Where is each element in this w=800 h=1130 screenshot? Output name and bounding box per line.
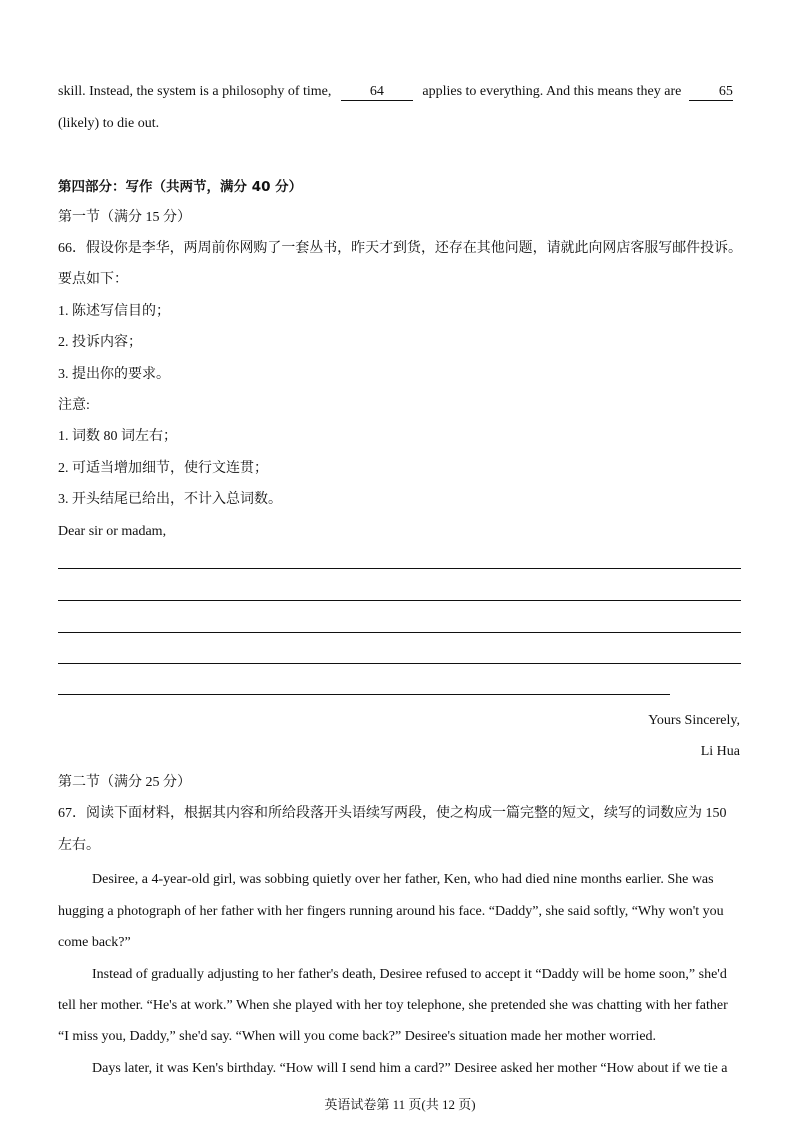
page-footer: 英语试卷第 11 页(共 12 页)	[324, 1097, 476, 1112]
passage-line: tell her mother. “He's at work.” When she played with her toy telephone, she pretended she was chatting with her father	[58, 998, 728, 1013]
letter-signature: Li Hua	[700, 744, 740, 759]
passage-line: “I miss you, Daddy,” she'd say. “When will you come back?” Desiree's situation made her mother worried.	[58, 1029, 657, 1044]
section-one-title: 第一节（满分 15 分）	[58, 210, 191, 225]
part-four-title: 第四部分：写作（共两节，满分 40 分）	[58, 179, 303, 195]
blank-65: 65	[689, 84, 733, 101]
answer-line[interactable]	[58, 632, 741, 633]
notes-label: 注意:	[58, 398, 90, 413]
passage-line: Desiree, a 4-year-old girl, was sobbing quietly over her father, Ken, who had died nine months earlier. She was	[92, 872, 714, 887]
passage-line: Instead of gradually adjusting to her father's death, Desiree refused to accept it “Daddy will be home soon,” she'd	[92, 967, 727, 982]
section-two-title: 第二节（满分 25 分）	[58, 775, 191, 790]
note-item: 2. 可适当增加细节，使行文连贯；	[58, 461, 268, 476]
point-item: 2. 投诉内容；	[58, 335, 142, 350]
top-text-a: skill. Instead, the system is a philosophy of time,	[58, 84, 332, 99]
note-item: 3. 开头结尾已给出，不计入总词数。	[58, 492, 282, 507]
question-66: 66．假设你是李华，两周前你网购了一套丛书，昨天才到货，还存在其他问题，请就此向网店客服写邮件投诉。	[58, 241, 743, 256]
passage-line: hugging a photograph of her father with her fingers running around his face. “Daddy”, she said softly, “Why won't you	[58, 904, 724, 919]
point-item: 1. 陈述写信目的；	[58, 304, 170, 319]
points-label: 要点如下：	[58, 272, 128, 287]
answer-line[interactable]	[58, 600, 741, 601]
blank-64: 64	[341, 84, 413, 101]
answer-line[interactable]	[58, 663, 741, 664]
passage-line: come back?”	[58, 935, 131, 950]
point-item: 3. 提出你的要求。	[58, 367, 170, 382]
question-67-line-1: 67．阅读下面材料，根据其内容和所给段落开头语续写两段，使之构成一篇完整的短文，续写的词数应为 150	[58, 806, 727, 821]
letter-greeting: Dear sir or madam,	[58, 524, 167, 539]
note-item: 1. 词数 80 词左右；	[58, 429, 177, 444]
top-line-1	[58, 82, 733, 102]
top-text-b: applies to everything. And this means they are	[422, 84, 682, 99]
letter-closing: Yours Sincerely,	[648, 713, 740, 728]
top-line-2: (likely) to die out.	[58, 116, 160, 131]
question-67-line-2: 左右。	[58, 838, 100, 853]
answer-line[interactable]	[58, 694, 670, 695]
answer-line[interactable]	[58, 568, 741, 569]
passage-line: Days later, it was Ken's birthday. “How will I send him a card?” Desiree asked her mother “How about if we tie a	[92, 1061, 728, 1076]
